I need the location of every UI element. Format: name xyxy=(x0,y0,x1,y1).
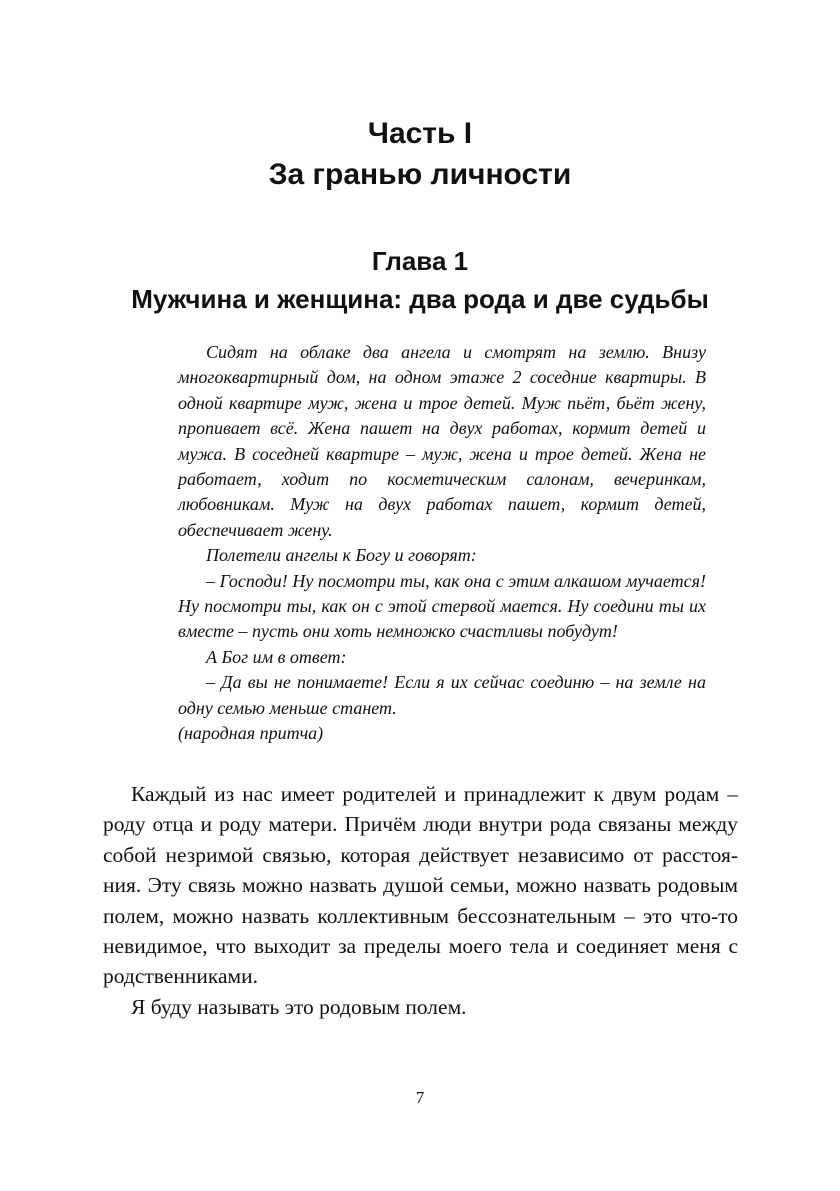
body-text xyxy=(103,779,738,1022)
epigraph-paragraph: – Господи! Ну посмотри ты, как она с этим алкашом мучается! Ну посмотри ты, как он с этой стервой мается. Ну соедини ты их вместе – пусть они хоть немножко счастливы побудут! xyxy=(178,570,706,642)
epigraph-paragraph: А Бог им в ответ: xyxy=(206,646,347,667)
part-title: За гранью личности xyxy=(268,158,572,191)
epigraph xyxy=(178,340,706,747)
epigraph-paragraph: Полетели ангелы к Богу и говорят: xyxy=(206,545,477,566)
chapter-number: Глава 1 xyxy=(371,246,469,276)
page-number: 7 xyxy=(415,1088,425,1107)
body-paragraph: Каждый из нас имеет родителей и принадлежит к двум родам – роду отца и роду матери. Причём люди внутри рода связаны между собой незримой связью, которая действует независимо от расстояния. Эту связь можно назвать душой семьи, можно назвать родовым полем, можно назвать коллективным бессознательным – это что-то невидимое, что выходит за пределы моего тела и соединяет меня с родственниками. xyxy=(103,782,738,989)
body-paragraph: Я буду называть это родовым полем. xyxy=(131,994,467,1019)
epigraph-paragraph: Сидят на облаке два ангела и смотрят на землю. Внизу многоквартирный дом, на одном этаже 2 соседние квартиры. В одной квартире муж, жена и трое детей. Муж пьёт, бьёт жену, пропивает всё. Жена пашет на двух работах, кормит детей и мужа. В соседней квартире – муж, жена и трое детей. Жена не работает, ходит по косметическим салонам, вечеринкам, любовникам. Муж на двух работах пашет, кормит детей, обеспечивает жену. xyxy=(178,342,706,540)
epigraph-source: (народная притча) xyxy=(178,723,324,744)
epigraph-paragraph: – Да вы не понимаете! Если я их сейчас соединю – на земле на одну семью меньше станет. xyxy=(178,672,706,718)
chapter-title: Мужчина и женщина: два рода и две судьбы xyxy=(131,284,709,314)
part-number: Часть I xyxy=(367,117,473,150)
